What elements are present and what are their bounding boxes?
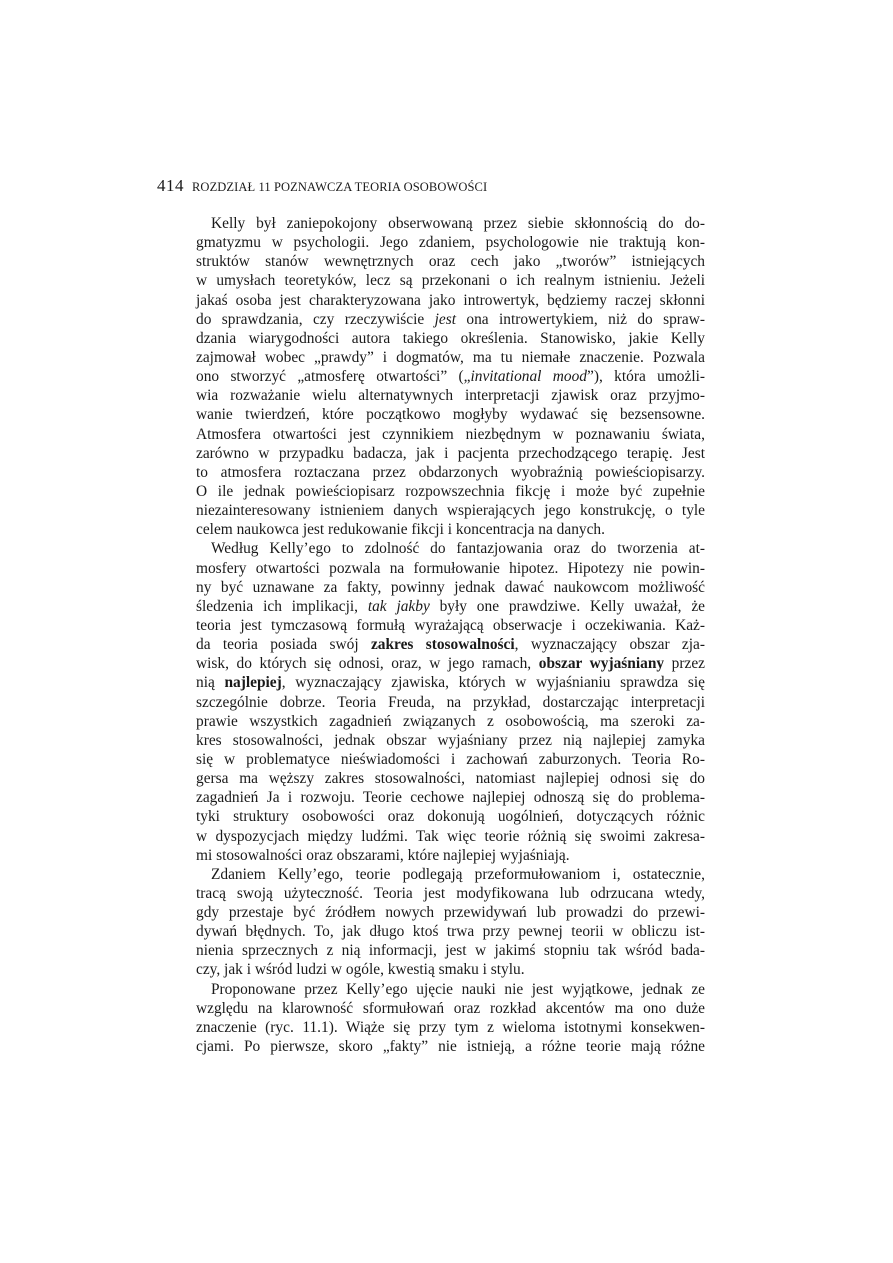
emphasis-italic: tak jakby	[367, 597, 430, 615]
text-run: gmatyzmu w psychologii. Jego zdaniem, psychologowie nie traktują kon-	[196, 234, 705, 252]
text-run: przez	[664, 655, 705, 673]
text-line	[196, 827, 705, 846]
text-line	[196, 922, 705, 941]
text-run: prawie wszystkich zagadnień związanych z osobowością, ma szeroki za-	[196, 712, 705, 730]
page-number: 414	[157, 176, 184, 195]
text-line	[196, 367, 705, 386]
text-run: Kelly był zaniepokojony obserwowaną przez siebie skłonnością do do-	[211, 215, 705, 232]
text-line	[196, 1037, 705, 1056]
text-run: da teoria posiada swój	[196, 636, 371, 654]
text-line	[196, 444, 705, 463]
text-run: nienia sprzecznych z nią informacji, jest w jakimś stopniu tak wśród bada-	[196, 942, 705, 960]
text-line	[196, 233, 705, 252]
text-run: Proponowane przez Kelly’ego ujęcie nauki nie jest wyjątkowe, jednak ze	[211, 980, 705, 998]
text-line	[196, 846, 705, 865]
text-run: w umysłach teoretyków, lecz są przekonani o ich realnym istnieniu. Jeżeli	[196, 272, 705, 290]
body-text	[196, 214, 705, 1056]
text-run: tyki struktury osobowości oraz dokonują uogólnień, dotyczących różnic	[196, 808, 705, 826]
text-run: względu na klarowność sformułowań oraz rozkład akcentów ma ono duże	[196, 999, 705, 1017]
text-line	[196, 865, 705, 884]
emphasis-italic: jest	[434, 310, 456, 328]
text-line	[196, 271, 705, 290]
text-run: Według Kelly’ego to zdolność do fantazjowania oraz do tworzenia at-	[211, 540, 705, 558]
text-line	[196, 654, 705, 673]
text-run: zajmował wobec „prawdy” i dogmatów, ma tu niemałe znaczenie. Pozwala	[196, 348, 705, 366]
text-line	[196, 597, 705, 616]
text-line	[196, 539, 705, 558]
key-term-bold: obszar wyjaśniany	[538, 655, 665, 673]
text-line	[196, 999, 705, 1018]
text-line	[196, 329, 705, 348]
text-line	[196, 214, 705, 233]
text-line	[196, 578, 705, 597]
text-line	[196, 252, 705, 271]
text-run: , wyznaczający obszar zja-	[514, 636, 705, 654]
text-line	[196, 712, 705, 731]
text-run: ny być uznawane za fakty, powinny jednak dawać naukowcom możliwość	[196, 578, 705, 596]
text-line	[196, 463, 705, 482]
text-run: czy, jak i wśród ludzi w ogóle, kwestią smaku i stylu.	[196, 961, 525, 979]
paragraph	[196, 865, 705, 980]
paragraph	[196, 214, 705, 539]
text-run: w dyspozycjach między ludźmi. Tak więc teorie różnią się swoimi zakresa-	[196, 827, 705, 845]
running-head: ROZDZIAŁ 11 POZNAWCZA TEORIA OSOBOWOŚCI	[192, 180, 488, 194]
text-line	[196, 501, 705, 520]
text-line	[196, 750, 705, 769]
key-term-bold: zakres stosowalności	[370, 636, 515, 654]
text-run: tracą swoją użyteczność. Teoria jest modyfikowana lub odrzucana wtedy,	[196, 884, 705, 902]
text-run: ono stworzyć „atmosferę otwartości” („	[196, 368, 471, 386]
text-line	[196, 693, 705, 712]
text-run: O ile jednak powieściopisarz rozpowszechnia fikcję i może być zupełnie	[196, 482, 705, 500]
text-run: Atmosfera otwartości jest czynnikiem niezbędnym w poznawaniu świata,	[196, 425, 705, 443]
text-run: cjami. Po pierwsze, skoro „fakty” nie istnieją, a różne teorie mają różne	[196, 1038, 705, 1056]
text-run: zagadnień Ja i rozwoju. Teorie cechowe najlepiej odnoszą się do problema-	[196, 789, 705, 807]
text-line	[196, 903, 705, 922]
text-line	[196, 616, 705, 635]
text-run: Zdaniem Kelly’ego, teorie podlegają przeformułowaniom i, ostatecznie,	[211, 865, 705, 883]
text-run: , wyznaczający zjawiska, których w wyjaśnianiu sprawdza się	[281, 674, 706, 692]
text-run: zarówno w przypadku badacza, jak i pacjenta przechodzącego terapię. Jest	[196, 444, 705, 462]
text-run: mi stosowalności oraz obszarami, które najlepiej wyjaśniają.	[196, 846, 570, 864]
text-line	[196, 769, 705, 788]
text-line	[196, 980, 705, 999]
text-run: jakaś osoba jest charakteryzowana jako introwertyk, będziemy raczej skłonni	[196, 291, 705, 309]
text-run: ”), która umożli-	[587, 368, 706, 386]
text-run: mosfery otwartości pozwala na formułowanie hipotez. Hipotezy nie powin-	[196, 559, 705, 577]
text-line	[196, 348, 705, 367]
paragraph	[196, 980, 705, 1057]
text-run: gersa ma węższy zakres stosowalności, natomiast najlepiej odnosi się do	[196, 770, 705, 788]
text-line	[196, 520, 705, 539]
text-run: teoria jest tymczasową formułą wyrażającą obserwacje i oczekiwania. Każ-	[196, 616, 705, 634]
text-line	[196, 807, 705, 826]
text-line	[196, 291, 705, 310]
text-run: szczególnie dobrze. Teoria Freuda, na przykład, dostarczając interpretacji	[196, 693, 705, 711]
text-run: celem naukowca jest redukowanie fikcji i koncentracja na danych.	[196, 521, 605, 539]
text-line	[196, 884, 705, 903]
text-run: wia rozważanie wielu alternatywnych interpretacji zjawisk oraz przyjmo-	[196, 387, 705, 405]
text-run: do sprawdzania, czy rzeczywiście	[196, 310, 435, 328]
text-run: dzania wiarygodności autora takiego określenia. Stanowisko, jakie Kelly	[196, 329, 705, 347]
text-run: się w problematyce nieświadomości i zachowań zaburzonych. Teoria Ro-	[196, 750, 705, 768]
text-line	[196, 1018, 705, 1037]
text-line	[196, 425, 705, 444]
text-line	[196, 960, 705, 979]
text-line	[196, 941, 705, 960]
page-header	[157, 176, 487, 196]
paragraph	[196, 539, 705, 864]
text-run: niezainteresowany istnieniem danych wspierających jego konstrukcję, o tyle	[196, 502, 705, 520]
text-run: struktów stanów wewnętrznych oraz cech jako „tworów” istniejących	[196, 253, 705, 271]
text-run: kres stosowalności, jednak obszar wyjaśniany przez nią najlepiej zamyka	[196, 731, 705, 749]
text-run: to atmosfera roztaczana przez obdarzonych wyobraźnią powieściopisarzy.	[196, 463, 705, 481]
text-line	[196, 310, 705, 329]
text-line	[196, 559, 705, 578]
text-run: nią	[196, 674, 225, 692]
text-run: dywań błędnych. To, jak długo ktoś trwa przy pewnej teorii w obliczu ist-	[196, 923, 705, 941]
text-run: wanie twierdzeń, które początkowo mogłyby wydawać się bezsensowne.	[196, 406, 705, 424]
text-line	[196, 386, 705, 405]
text-run: śledzenia ich implikacji,	[196, 597, 368, 615]
text-run: gdy przestaje być źródłem nowych przewidywań lub prowadzi do przewi-	[196, 904, 705, 922]
text-line	[196, 635, 705, 654]
text-line	[196, 673, 705, 692]
text-run: wisk, do których się odnosi, oraz, w jego ramach,	[196, 655, 539, 673]
key-term-bold: najlepiej	[224, 674, 282, 692]
text-line	[196, 731, 705, 750]
text-run: były one prawdziwe. Kelly uważał, że	[429, 597, 705, 615]
text-line	[196, 482, 705, 501]
text-line	[196, 405, 705, 424]
emphasis-italic: invitational mood	[470, 368, 587, 386]
text-line	[196, 788, 705, 807]
text-run: znaczenie (ryc. 11.1). Wiąże się przy tym z wieloma istotnymi konsekwen-	[196, 1018, 705, 1036]
text-run: ona introwertykiem, niż do spraw-	[455, 310, 706, 328]
